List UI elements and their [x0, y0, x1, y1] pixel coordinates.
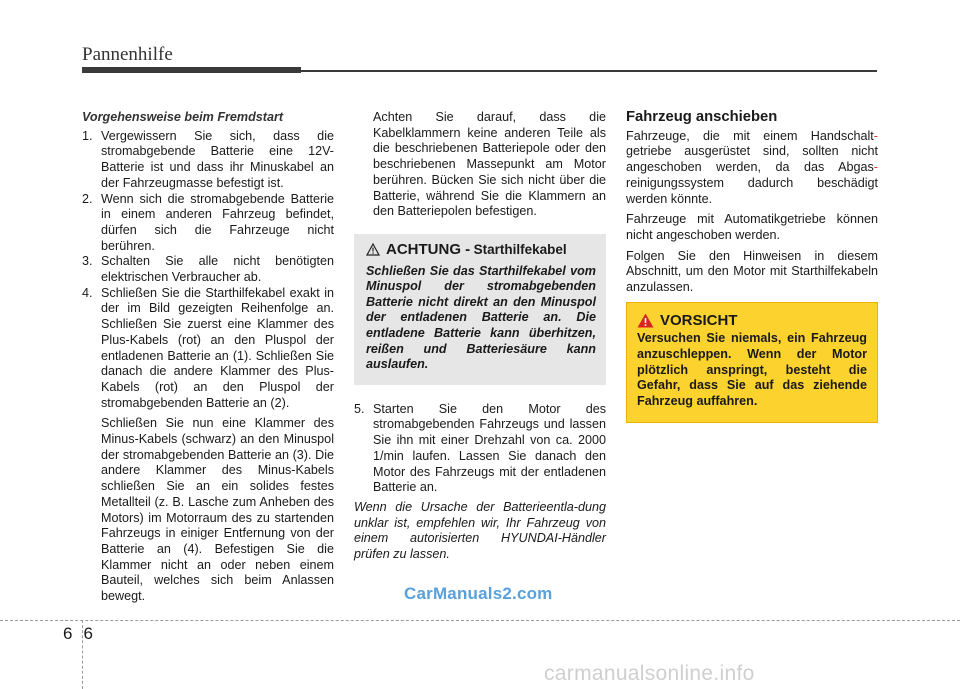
text-fragment: getriebe ausgerüstet sind, sollten nicht angeschoben werden, da das Abgas — [626, 144, 878, 175]
step-2 — [82, 192, 334, 255]
warning-topic: Starthilfekabel — [473, 241, 567, 257]
warning-label: ACHTUNG - — [386, 240, 471, 258]
caution-box — [626, 302, 878, 424]
column-middle — [354, 110, 606, 563]
header-bar-thin — [301, 70, 877, 72]
subheading-jump-start: Vorgehensweise beim Fremdstart — [82, 110, 284, 124]
page-number: 66 — [63, 624, 104, 643]
step-number: 1. — [82, 128, 93, 143]
step-text: Schließen Sie die Starthilfekabel exakt in der im Bild gezeigten Reihenfolge an. Schließen Sie zuerst eine Klammer des Plus-Kabels (rot) an den Pluspol der entladenen Batterie an (1). Schließen Sie danach die andere Klammer des Plus-Kabels (rot) an den Pluspol der stromabgebenden Batterie an (2). — [101, 285, 334, 410]
step-number: 2. — [82, 191, 93, 206]
step-text: Schalten Sie alle nicht benötigten elektrischen Verbraucher ab. — [101, 254, 334, 285]
warning-box — [354, 234, 606, 385]
footer-divider — [0, 620, 960, 621]
step-4-continued: Schließen Sie nun eine Klammer des Minus-Kabels (schwarz) an den Minuspol der stromabgebenden Batterie an (3). Die andere Klammer des Minus-Kabels schließen Sie an ein solides festes Metallteil (z. B. Lasche zum Anheben des Motors) im Motorraum des zu startenden Fahrzeugs in einiger Entfernung von der Batterie an (4). Befestigen Sie die Klammer nicht an oder neben einem Bauteil, welches sich beim Anlassen bewegt. — [101, 416, 334, 604]
step-3 — [82, 254, 334, 285]
step-text: Wenn sich die stromabgebende Batterie in einem anderen Fahrzeug befindet, dürfen sich die Fahrzeuge nicht berühren. — [101, 191, 334, 253]
step-5 — [354, 402, 606, 496]
caution-text: Versuchen Sie niemals, ein Fahrzeug anzuschleppen. Wenn der Motor plötzlich anspringt, besteht die Gefahr, dass Sie auf das ziehende Fahrzeug auffahren. — [637, 331, 867, 408]
text-fragment: reinigungssystem dadurch beschädigt werden könnte. — [626, 175, 878, 206]
paragraph-follow-instructions: Folgen Sie den Hinweisen in diesem Abschnitt, um den Motor mit Starthilfekabeln anzulassen. — [626, 248, 878, 295]
warning-text: Schließen Sie das Starthilfekabel vom Minuspol der stromabgebenden Batterie nicht direkt an den Minuspol der entladenen Batterie an. Die entladene Batterie kann überhitzen, reißen und Batteriesäure kann auslaufen. — [366, 263, 596, 372]
watermark-carmanualsonline: carmanualsonline.info — [544, 662, 755, 685]
section-heading-push-start: Fahrzeug anschieben — [626, 109, 778, 125]
warning-triangle-icon — [366, 243, 380, 256]
paragraph-manual-gearbox — [626, 129, 878, 208]
step-number: 5. — [354, 401, 365, 416]
dealer-note: Wenn die Ursache der Batterieentla-dung unklar ist, empfehlen wir, Ihr Fahrzeug von einem autorisierten HYUNDAI-Händler prüfen zu lassen. — [354, 500, 606, 562]
caution-header — [637, 313, 867, 329]
step-text: Vergewissern Sie sich, dass die stromabgebende Batterie eine 12V-Batterie ist und dass ihr Minuskabel an der Fahrzeugmasse befestigt ist. — [101, 128, 334, 190]
header-bar-thick — [82, 67, 301, 73]
paragraph-automatic: Fahrzeuge mit Automatikgetriebe können nicht angeschoben werden. — [626, 212, 878, 242]
caution-label: VORSICHT — [660, 311, 738, 329]
step-number: 4. — [82, 285, 93, 300]
column-right — [626, 110, 878, 423]
page-header-title: Pannenhilfe — [82, 44, 173, 65]
hyphen-mark: - — [873, 128, 878, 143]
step-number: 3. — [82, 254, 93, 269]
caution-triangle-icon — [637, 313, 654, 328]
text-fragment: Fahrzeuge, die mit einem Handschalt — [626, 128, 874, 143]
hyphen-mark: - — [873, 160, 878, 175]
step-text: Starten Sie den Motor des stromabgebenden Fahrzeugs und lassen Sie ihn mit einer Drehzahl von ca. 2000 1/min laufen. Lassen Sie danach den Motor des Fahrzeugs mit der entladenen Batterie an. — [373, 401, 606, 495]
watermark-carmanuals2: CarManuals2.com — [404, 584, 553, 603]
step-4 — [82, 286, 334, 412]
column-left — [82, 110, 334, 605]
step-4-note: Achten Sie darauf, dass die Kabelklammern keine anderen Teile als die beschriebenen Batteriepole oder den beschriebenen Massepunkt am Motor berühren. Bücken Sie sich nicht über die Batterie, während Sie die Klammern an den Batteriepolen befestigen. — [373, 110, 606, 219]
step-1 — [82, 129, 334, 192]
warning-header — [366, 242, 596, 258]
